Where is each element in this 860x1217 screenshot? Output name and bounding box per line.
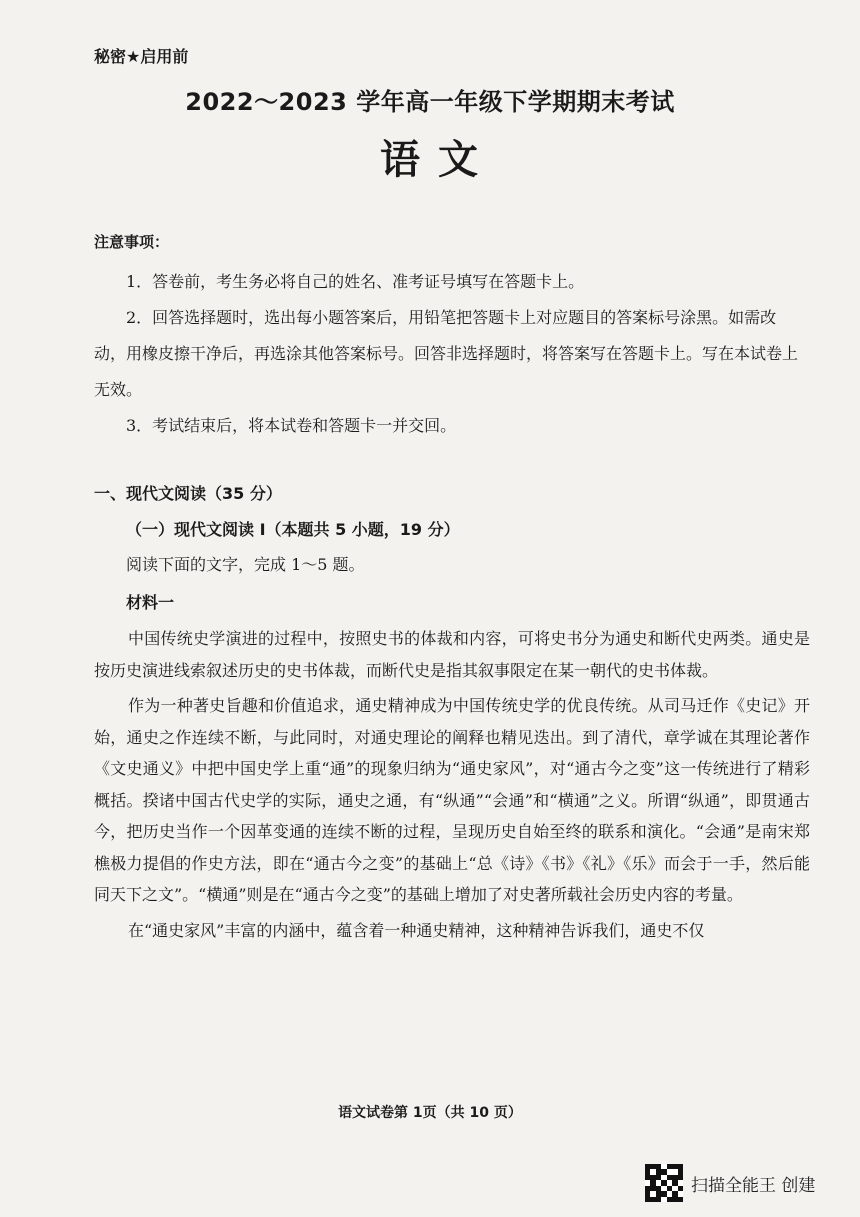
section-heading: 一、现代文阅读（35 分） bbox=[94, 484, 282, 503]
notice-list bbox=[94, 264, 806, 444]
notice-item: 1．答卷前，考生务必将自己的姓名、准考证号填写在答题卡上。 bbox=[126, 272, 585, 291]
secret-label: 秘密★启用前 bbox=[94, 47, 189, 66]
notice-item: 3．考试结束后，将本试卷和答题卡一并交回。 bbox=[126, 416, 457, 435]
passage-paragraph: 在“通史家风”丰富的内涵中，蕴含着一种通史精神，这种精神告诉我们，通史不仅 bbox=[128, 920, 705, 940]
notice-item: 2．回答选择题时，选出每小题答案后，用铅笔把答题卡上对应题目的答案标号涂黑。如需改动，用橡皮擦干净后，再选涂其他答案标号。回答非选择题时，将答案写在答题卡上。写在本试卷上无效。 bbox=[94, 308, 799, 399]
passage-body bbox=[94, 623, 810, 950]
scanner-watermark-text: 扫描全能王 创建 bbox=[691, 1175, 816, 1196]
passage-paragraph: 中国传统史学演进的过程中，按照史书的体裁和内容，可将史书分为通史和断代史两类。通史是按历史演进线索叙述历史的史书体裁，而断代史是指其叙事限定在某一朝代的史书体裁。 bbox=[94, 629, 810, 680]
passage-paragraph: 作为一种著史旨趣和价值追求，通史精神成为中国传统史学的优良传统。从司马迁作《史记》开始，通史之作连续不断，与此同时，对通史理论的阐释也精见迭出。到了清代，章学诚在其理论著作《文史通义》中把中国史学上重“通”的现象归纳为“通史家风”，对“通古今之变”这一传统进行了精彩概括。揆诸中国古代史学的实际，通史之通，有“纵通”“会通”和“横通”之义。所谓“纵通”，即贯通古今，把历史当作一个因革变通的连续不断的过程，呈现历史自始至终的联系和演化。“会通”是南宋郑樵极力提倡的作史方法，即在“通古今之变”的基础上“总《诗》《书》《礼》《乐》而会于一手，然后能同天下之文”。“横通”则是在“通古今之变”的基础上增加了对史著所载社会历史内容的考量。 bbox=[94, 696, 810, 904]
qr-code-icon bbox=[645, 1164, 683, 1202]
subsection-heading: （一）现代文阅读 I（本题共 5 小题，19 分） bbox=[126, 520, 460, 539]
notice-heading: 注意事项： bbox=[94, 233, 170, 251]
material-label: 材料一 bbox=[126, 593, 175, 612]
scanner-watermark bbox=[645, 1164, 815, 1202]
subject-title: 语 文 bbox=[380, 137, 480, 183]
reading-instruction: 阅读下面的文字，完成 1～5 题。 bbox=[126, 555, 365, 574]
page-footer: 语文试卷第 1页（共 10 页） bbox=[338, 1105, 522, 1121]
exam-title: 2022～2023 学年高一年级下学期期末考试 bbox=[185, 88, 675, 116]
